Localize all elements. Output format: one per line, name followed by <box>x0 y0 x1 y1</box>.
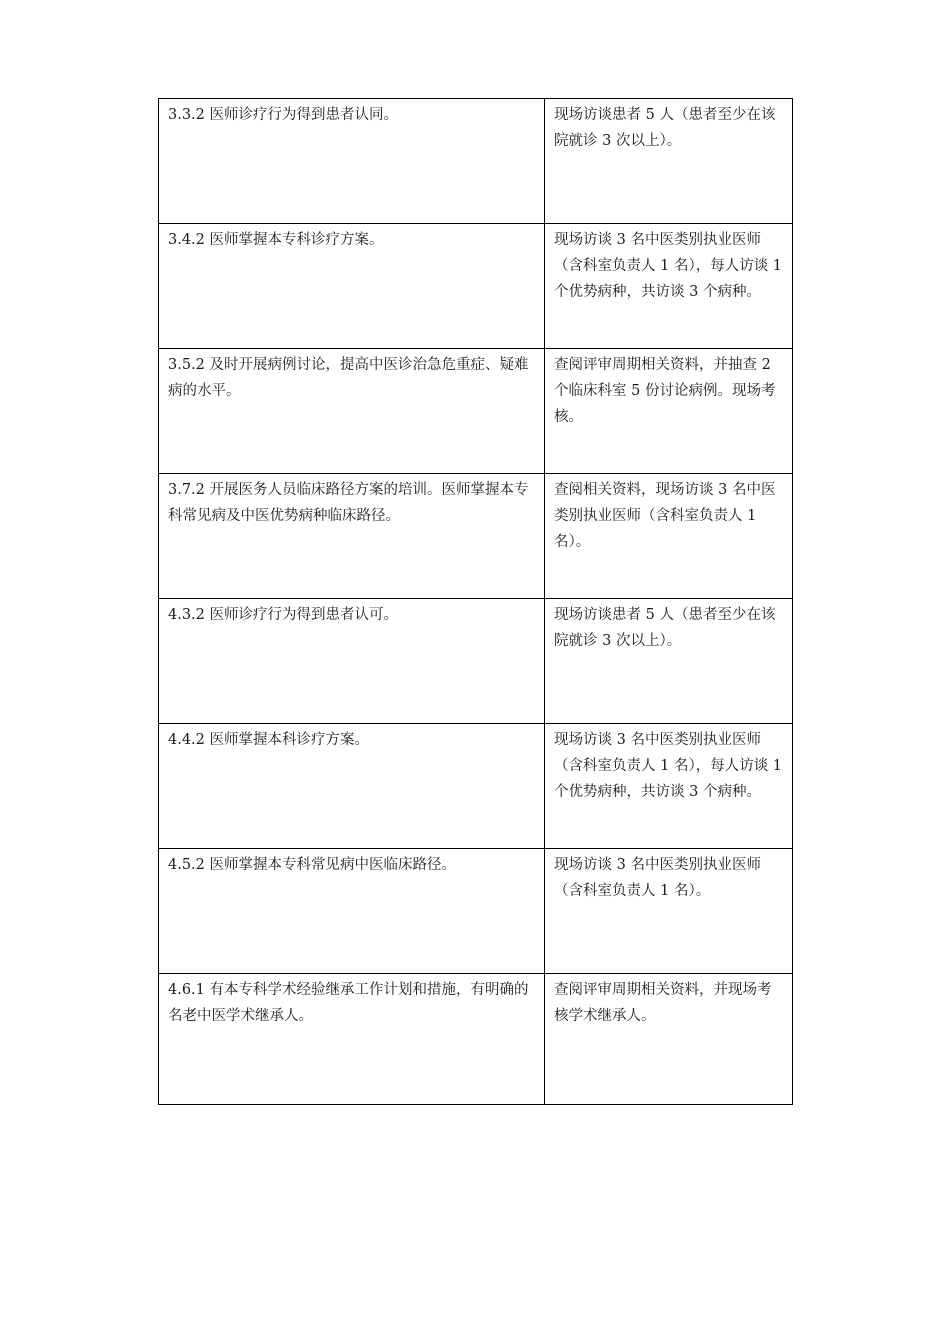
criterion-cell: 3.5.2 及时开展病例讨论，提高中医诊治急危重症、疑难病的水平。 <box>159 349 545 474</box>
method-cell: 现场访谈患者 5 人（患者至少在该院就诊 3 次以上）。 <box>545 99 793 224</box>
criterion-cell: 4.4.2 医师掌握本科诊疗方案。 <box>159 724 545 849</box>
criterion-cell: 4.3.2 医师诊疗行为得到患者认可。 <box>159 599 545 724</box>
criterion-cell: 3.7.2 开展医务人员临床路径方案的培训。医师掌握本专科常见病及中医优势病种临床路径。 <box>159 474 545 599</box>
criterion-cell: 3.3.2 医师诊疗行为得到患者认同。 <box>159 99 545 224</box>
method-cell: 查阅评审周期相关资料，并抽查 2 个临床科室 5 份讨论病例。现场考核。 <box>545 349 793 474</box>
criterion-cell: 3.4.2 医师掌握本专科诊疗方案。 <box>159 224 545 349</box>
criterion-cell: 4.6.1 有本专科学术经验继承工作计划和措施，有明确的名老中医学术继承人。 <box>159 974 545 1105</box>
method-cell: 现场访谈 3 名中医类别执业医师（含科室负责人 1 名），每人访谈 1 个优势病种，共访谈 3 个病种。 <box>545 224 793 349</box>
method-cell: 现场访谈 3 名中医类别执业医师（含科室负责人 1 名），每人访谈 1 个优势病种，共访谈 3 个病种。 <box>545 724 793 849</box>
table-row <box>159 849 793 974</box>
criterion-cell: 4.5.2 医师掌握本专科常见病中医临床路径。 <box>159 849 545 974</box>
table-row <box>159 349 793 474</box>
review-criteria-table <box>158 98 793 1105</box>
table-row <box>159 99 793 224</box>
table-row <box>159 974 793 1105</box>
table-row <box>159 224 793 349</box>
table-row <box>159 474 793 599</box>
method-cell: 现场访谈患者 5 人（患者至少在该院就诊 3 次以上）。 <box>545 599 793 724</box>
method-cell: 查阅评审周期相关资料，并现场考核学术继承人。 <box>545 974 793 1105</box>
table-row <box>159 724 793 849</box>
method-cell: 现场访谈 3 名中医类别执业医师（含科室负责人 1 名）。 <box>545 849 793 974</box>
table-row <box>159 599 793 724</box>
method-cell: 查阅相关资料，现场访谈 3 名中医类别执业医师（含科室负责人 1 名）。 <box>545 474 793 599</box>
